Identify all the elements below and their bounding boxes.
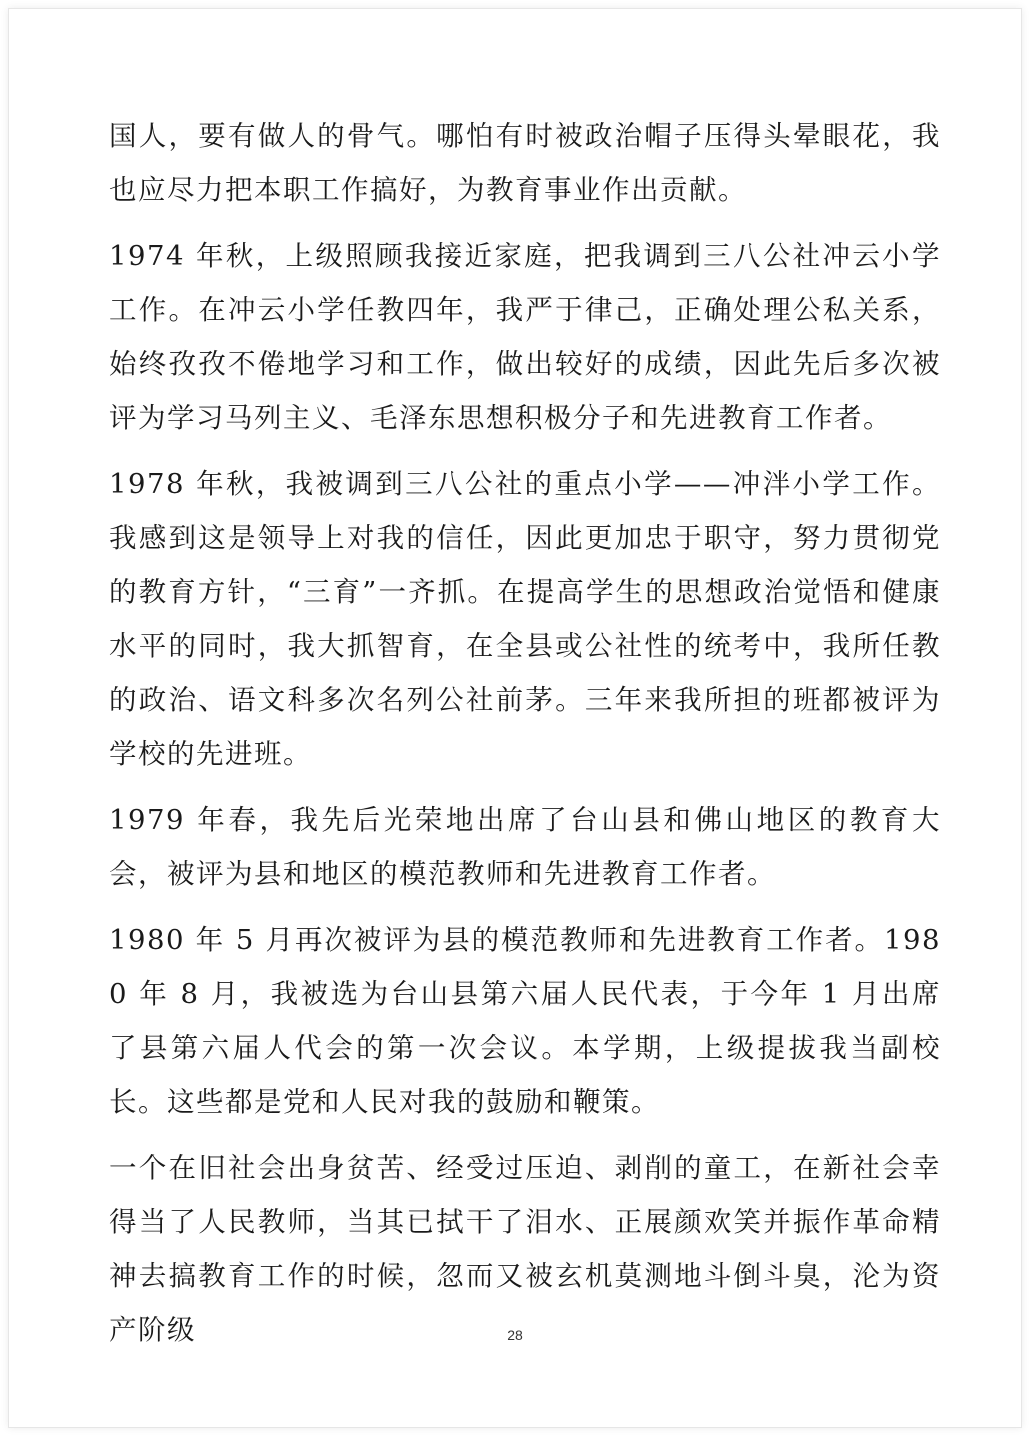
document-page <box>8 8 1022 1428</box>
paragraph-4: 1979 年春，我先后光荣地出席了台山县和佛山地区的教育大会，被评为县和地区的模范教师和先进教育工作者。 <box>109 804 941 890</box>
page-number: 28 <box>507 1327 523 1343</box>
paragraph-5: 1980 年 5 月再次被评为县的模范教师和先进教育工作者。1980 年 8 月，我被选为台山县第六届人民代表，于今年 1 月出席了县第六届人代会的第一次会议。本学期，上级提拔我当副校长。这些都是党和人民对我的鼓励和鞭策。 <box>109 924 941 1118</box>
paragraph-3: 1978 年秋，我被调到三八公社的重点小学——冲泮小学工作。我感到这是领导上对我的信任，因此更加忠于职守，努力贯彻党的教育方针，“三育”一齐抓。在提高学生的思想政治觉悟和健康水平的同时，我大抓智育，在全县或公社性的统考中，我所任教的政治、语文科多次名列公社前茅。三年来我所担的班都被评为学校的先进班。 <box>109 468 941 770</box>
page-body <box>109 109 941 1369</box>
paragraph-6: 一个在旧社会出身贫苦、经受过压迫、剥削的童工，在新社会幸得当了人民教师，当其已拭干了泪水、正展颜欢笑并振作革命精神去搞教育工作的时候，忽而又被玄机莫测地斗倒斗臭，沦为资产阶级 <box>109 1152 941 1346</box>
paragraph-2: 1974 年秋，上级照顾我接近家庭，把我调到三八公社冲云小学工作。在冲云小学任教四年，我严于律己，正确处理公私关系，始终孜孜不倦地学习和工作，做出较好的成绩，因此先后多次被评为学习马列主义、毛泽东思想积极分子和先进教育工作者。 <box>109 240 941 434</box>
paragraph-1: 国人，要有做人的骨气。哪怕有时被政治帽子压得头晕眼花，我也应尽力把本职工作搞好，为教育事业作出贡献。 <box>109 120 941 206</box>
